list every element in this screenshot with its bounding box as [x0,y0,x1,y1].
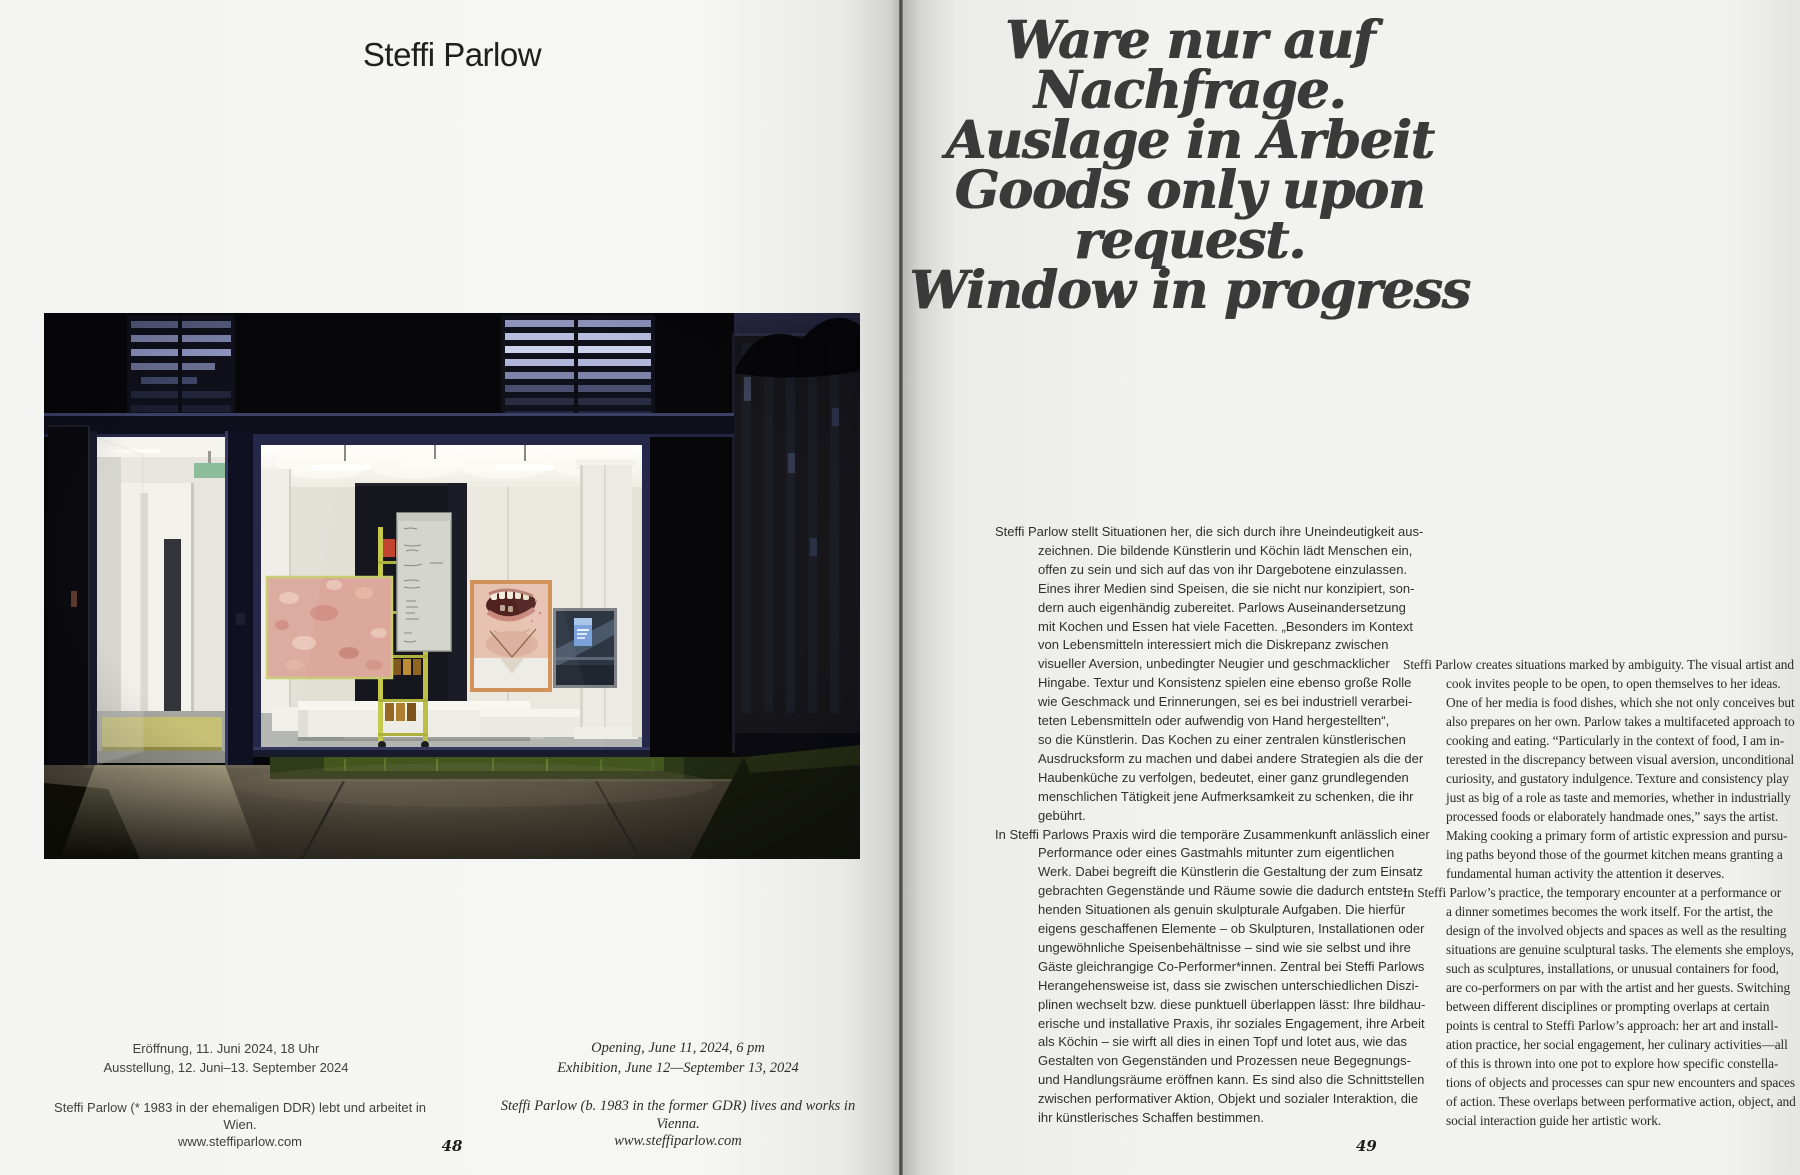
text-line: ihr künstlerisches Schaffen bestimmen. [1038,1110,1264,1126]
german-paragraph-1 [995,523,1455,826]
text-line: wie Geschmack und Erinnerungen, sei es bei industriell verarbei- [1038,694,1413,710]
headline-line: Window in progress [909,260,1471,321]
left-page [0,0,899,1175]
text-line: of action. These overlaps between performative action, object, and [1446,1094,1796,1109]
artist-bio-english [478,1098,878,1151]
text-line: zeichnen. Die bildende Künstlerin und Köchin lädt Menschen ein, [1038,542,1413,558]
text-line: One of her media is food dishes, which she not only conceives but [1446,695,1795,710]
event-line: Eröffnung, 11. Juni 2024, 18 Uhr [132,1041,320,1056]
text-line: ation practice, her social engagement, her culinary activities—all [1446,1037,1788,1052]
text-line: plinen wechselt bzw. diese punktuell überlappen lässt: Ihre bildhau- [1038,996,1426,1012]
text-line: dern auch eigenhändig zubereitet. Parlows Auseinandersetzung [1038,599,1406,615]
text-line: ing paths beyond those of the gourmet kitchen means granting a [1446,847,1783,862]
text-line: design of the involved objects and spaces as well as the resulting [1446,923,1787,938]
event-line: Exhibition, June 12—September 13, 2024 [557,1060,799,1076]
text-line: Steffi Parlow creates situations marked by ambiguity. The visual artist and [1403,657,1794,672]
event-line: Ausstellung, 12. Juni–13. September 2024 [103,1060,349,1075]
headline-line: Ware nur auf Nachfrage. [1005,10,1375,121]
storefront-photo [44,313,860,859]
text-line: Werk. Dabei begreift die Künstlerin die Gestaltung der zum Einsatz [1038,864,1423,880]
text-line: fundamental human activity the attention it deserves. [1446,866,1725,881]
text-line: also prepares on her own. Parlow takes a multifaceted approach to [1446,714,1795,729]
text-line: ungewöhnliche Speisenbehältnisse – sind wie sie selbst und ihre [1038,939,1411,955]
text-line: curiosity, and gustatory indulgence. Texture and consistency play [1446,771,1789,786]
bio-line: Steffi Parlow (b. 1983 in the former GDR) lives and works in Vienna. [500,1098,856,1132]
text-line: und Handlungsräume eröffnen kann. Es sind also die Schnittstellen [1038,1072,1425,1088]
text-line: terested in the discrepancy between visual aversion, unconditional [1446,752,1795,767]
event-dates-german [26,1039,426,1077]
text-line: erische und installative Praxis, ihr soziales Engagement, ihre Arbeit [1038,1015,1425,1031]
english-paragraph-1 [1403,655,1800,883]
text-line: processed foods or elaborately handmade ones,” says the artist. [1446,809,1779,824]
text-line: a dinner sometimes becomes the work itself. For the artist, the [1446,904,1773,919]
text-line: teten Lebensmitteln oder aufwendig von Hand hergestellten“, [1038,713,1390,729]
text-line: Herangehensweise ist, dass sie zwischen unterschiedlichen Diszi- [1038,977,1419,993]
vignette [44,313,860,859]
text-line: Gestalten von Gegenständen und Prozessen neue Begegnungs- [1038,1053,1411,1069]
text-line: gebrachten Gegenstände und Räume sowie die dadurch entste- [1038,883,1408,899]
text-line: cooking and eating. “Particularly in the context of food, I am in- [1446,733,1785,748]
headline-line: Goods only upon request. [955,160,1425,271]
text-line: Haubenküche zu verfolgen, bedeutet, einer ganz grundlegenden [1038,769,1409,785]
essay-german [995,523,1455,1128]
text-line: between different disciplines or prompting overlaps at certain [1446,999,1770,1014]
text-line: so die Künstlerin. Das Kochen zu einer zentralen künstlerischen [1038,731,1406,747]
text-line: Steffi Parlow stellt Situationen her, die sich durch ihre Uneindeutigkeit aus- [995,524,1424,539]
text-line: Eines ihrer Medien sind Speisen, die sie nicht nur konzipiert, son- [1038,580,1415,596]
artist-bio-german [40,1099,440,1150]
text-line: Performance oder eines Gastmahls mitunter zum eigentlichen [1038,845,1395,861]
text-line: Ausdrucksform zu machen und dabei andere Strategien als die der [1038,750,1424,766]
german-paragraph-2 [995,826,1455,1129]
text-line: points is central to Steffi Parlow’s approach: her art and install- [1446,1018,1779,1033]
storefront-photo-svg [44,313,860,859]
text-line: eigens geschaffenen Elemente – ob Skulpturen, Installationen oder [1038,921,1425,937]
text-line: als Köchin – sie wirft all dies in einen Topf und lotet aus, wie das [1038,1034,1408,1050]
text-line: von Lebensmitteln interessiert mich die Diskrepanz zwischen [1038,637,1389,653]
event-dates-english [478,1038,878,1078]
text-line: are co-performers on par with the artist and her guests. Switching [1446,980,1791,995]
bio-line: www.steffiparlow.com [614,1133,742,1149]
essay-english [1403,655,1800,1130]
text-line: social interaction guide her artistic work. [1446,1113,1662,1128]
text-line: zwischen performativer Aktion, Objekt und sozialer Interaktion, die [1038,1091,1419,1107]
text-line: mit Kochen und Essen hat viele Facetten. „Besonders im Kontext [1038,618,1414,634]
text-line: menschlichen Tätigkeit jene Aufmerksamkeit zu schenken, die ihr [1038,788,1414,804]
bio-line: Steffi Parlow (* 1983 in der ehemaligen DDR) lebt und arbeitet in Wien. [54,1100,426,1132]
text-line: Gäste gleichrangige Co-Performer*innen. Zentral bei Steffi Parlows [1038,958,1425,974]
text-line: situations are genuine sculptural tasks. The elements she employs, [1446,942,1794,957]
text-line: Hingabe. Textur und Konsistenz spielen eine ebenso große Rolle [1038,675,1412,691]
text-line: In Steffi Parlow’s practice, the temporary encounter at a performance or [1403,885,1782,900]
text-line: just as big of a role as taste and memories, whether in industrially [1446,790,1791,805]
text-line: In Steffi Parlows Praxis wird die temporäre Zusammenkunft anlässlich einer [995,826,1430,842]
text-line: cook invites people to be open, to open themselves to her ideas. [1446,676,1781,691]
page-number-left: 48 [441,1137,463,1155]
text-line: visueller Aversion, unbedingter Neugier und geschmacklicher [1038,656,1390,672]
text-line: gebührt. [1038,807,1086,823]
text-line: such as sculptures, installations, or unusual containers for food, [1446,961,1779,976]
text-line: tions of objects and processes can spur new encounters and spaces [1446,1075,1795,1090]
text-line: of this is thrown into one pot to explore how specific constella- [1446,1056,1779,1071]
text-line: offen zu sein und sich auf das von ihr Dargebotene einzulassen. [1038,561,1408,577]
english-paragraph-2 [1403,883,1800,1130]
text-line: henden Situationen als genuin skulpturale Aufgaben. Die hierfür [1038,902,1406,918]
text-line: Making cooking a primary form of artistic expression and pursu- [1446,828,1788,843]
headline-line: Auslage in Arbeit [945,110,1435,171]
event-line: Opening, June 11, 2024, 6 pm [591,1040,765,1056]
exhibition-headline [845,10,1535,321]
page-number-right: 49 [1356,1137,1377,1155]
bio-line: www.steffiparlow.com [177,1134,303,1149]
artist-title: Steffi Parlow [362,36,542,73]
